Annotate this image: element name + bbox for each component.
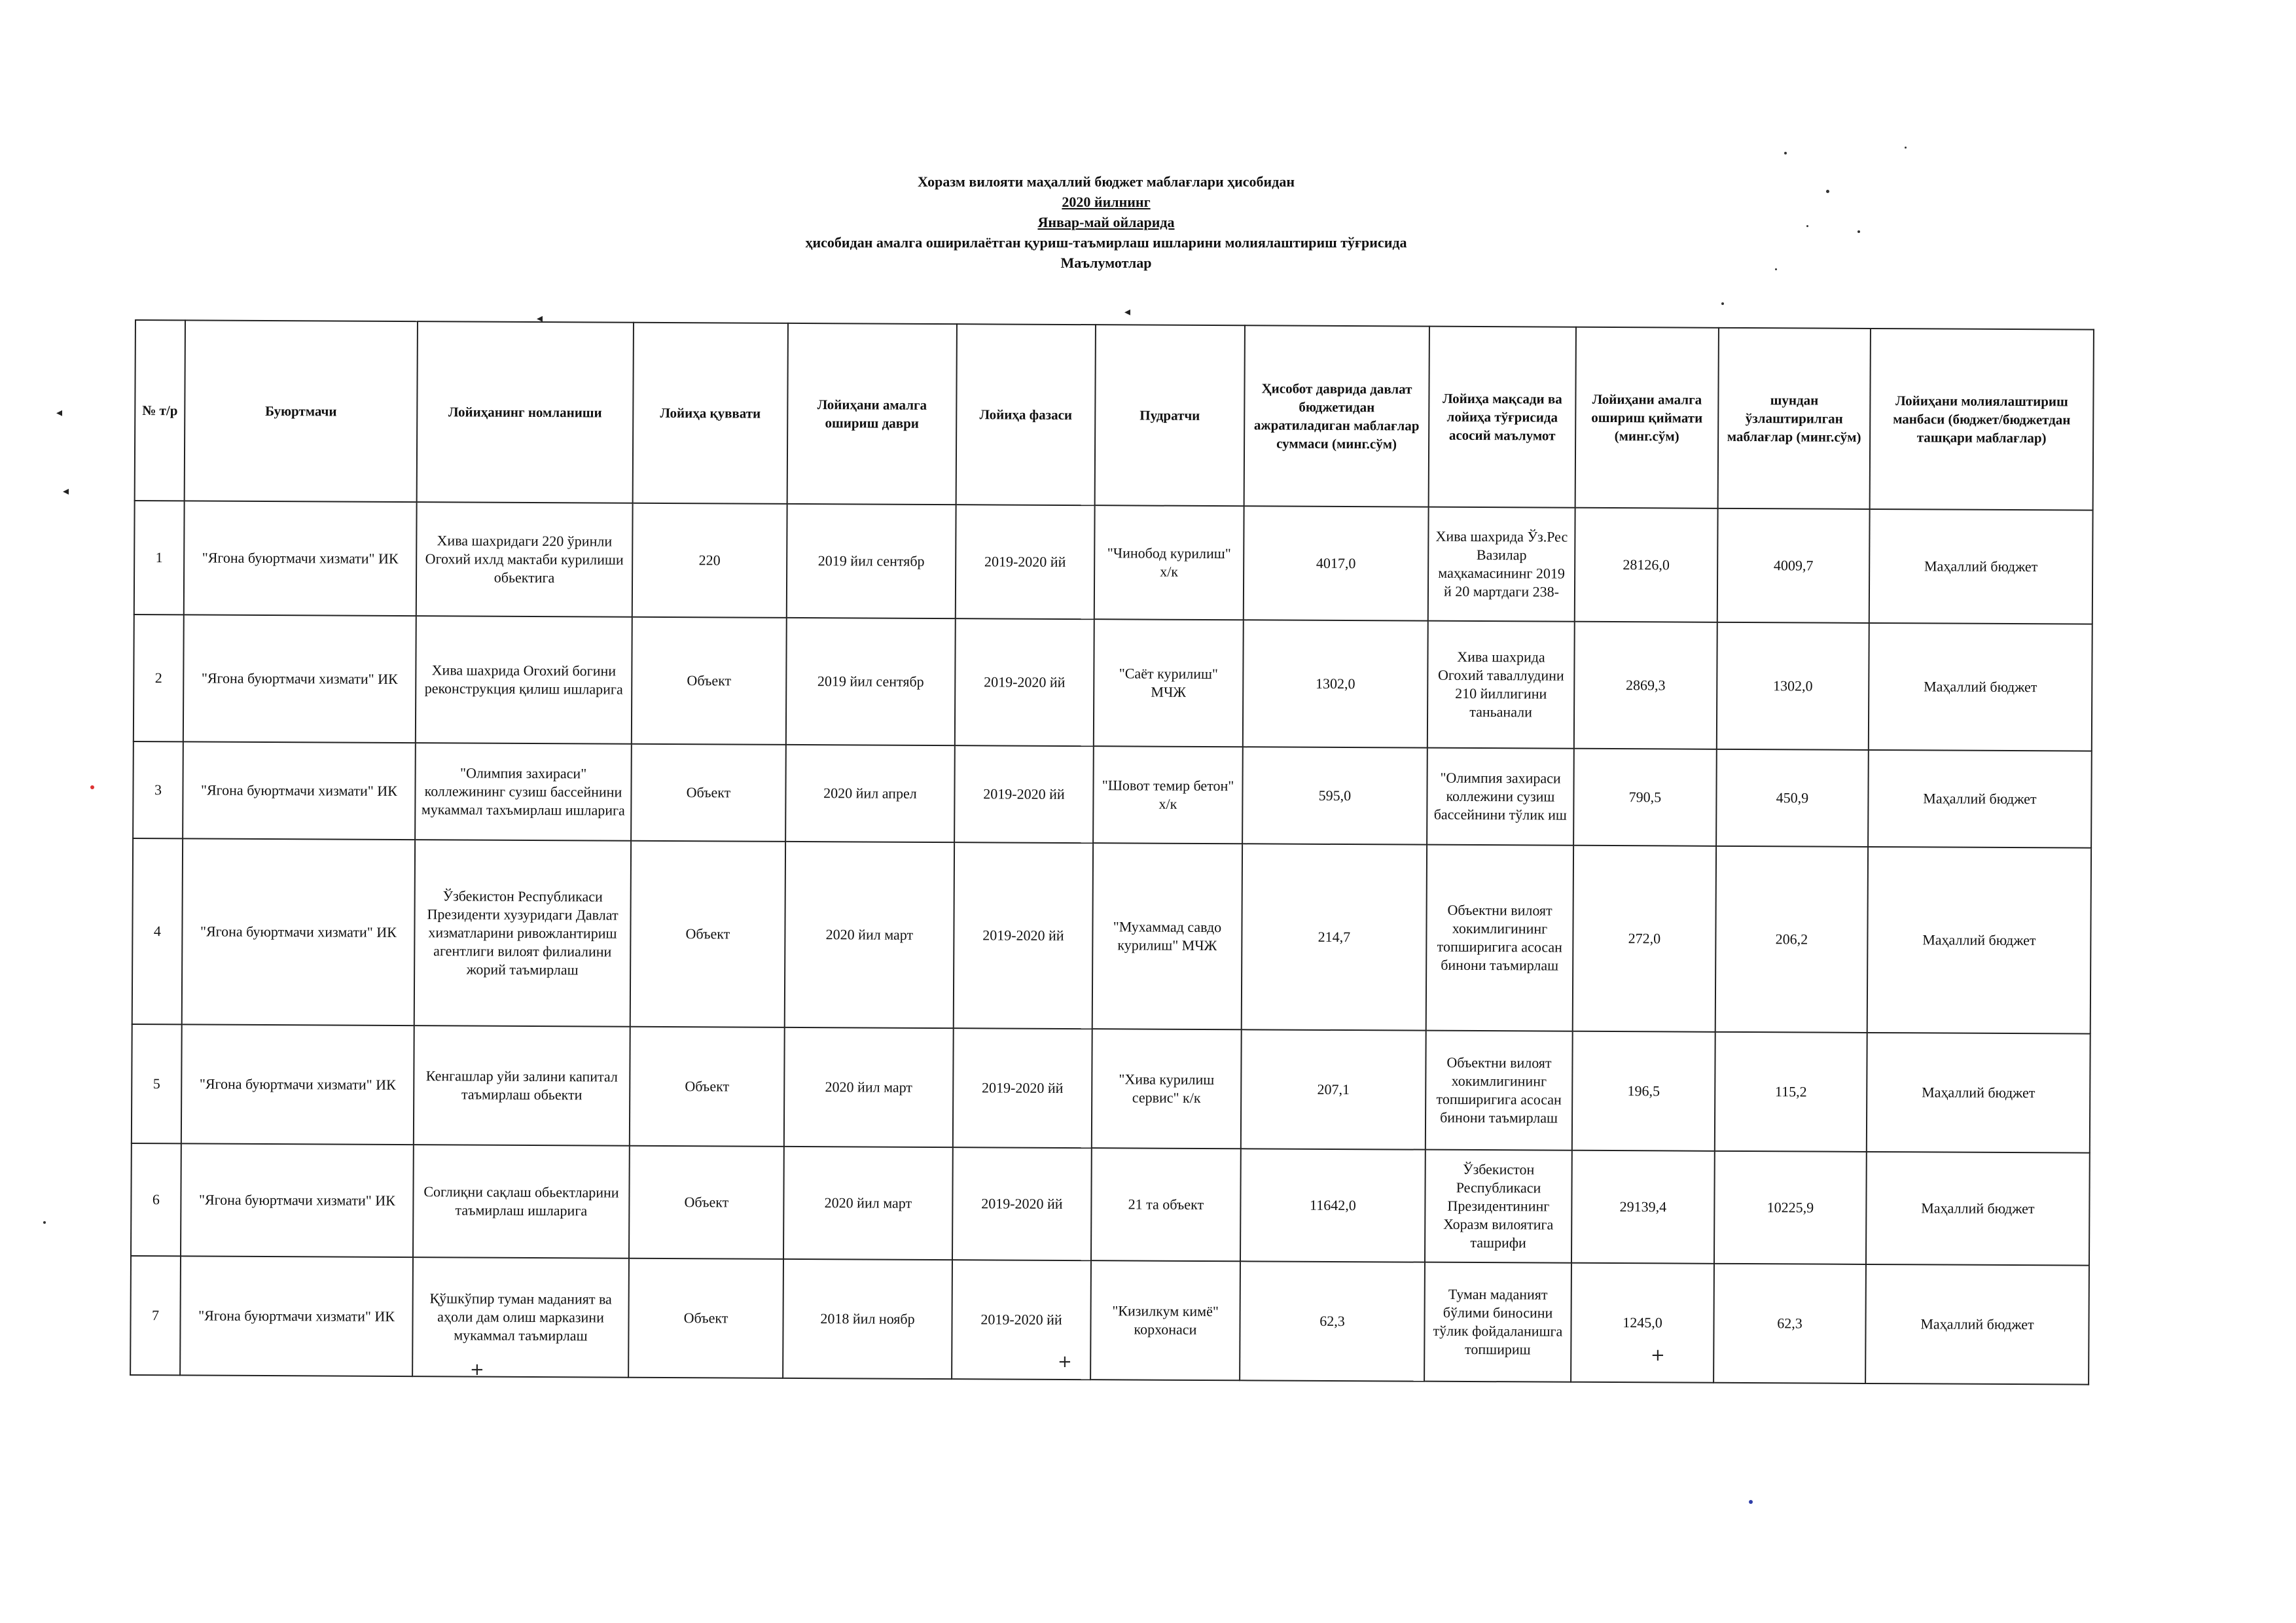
- scan-speck: [1784, 152, 1787, 154]
- table-row: [131, 1143, 2090, 1266]
- financing-table: [130, 319, 2094, 1385]
- cell-purpose-text: Объектни вилоят хокимлигининг топширигига асосан бинони таъмирлаш: [1437, 901, 1563, 974]
- cell-cost: 2869,3: [1574, 622, 1717, 749]
- scan-speck: [90, 785, 94, 789]
- cell-project: Ўзбекистон Республикаси Президенти хузуридаги Давлат хизматларини ривожлантириш агентлиги вилоят филиалини жорий таъмирлаш: [414, 840, 631, 1027]
- cell-phase: 2019-2020 йй: [952, 1260, 1091, 1380]
- cell-project: Хива шахрида Огохий богини реконструкция қилиш ишларига: [416, 616, 632, 744]
- col-header: Пудратчи: [1095, 325, 1245, 506]
- financing-table-wrapper: [130, 319, 2093, 1384]
- cell-spent: 1302,0: [1717, 622, 1869, 750]
- cell-customer: "Ягона буюртмачи хизмати" ИК: [181, 1024, 414, 1145]
- scan-cross-mark: +: [1651, 1346, 1665, 1365]
- cell-period: 2019 йил сентябр: [786, 618, 956, 745]
- cell-project: Қўшкўпир туман маданият ва аҳоли дам олиш марказини мукаммал таъмирлаш: [412, 1257, 629, 1378]
- cell-spent: 206,2: [1715, 846, 1868, 1033]
- cell-phase: 2019-2020 йй: [954, 745, 1094, 843]
- cell-customer: "Ягона буюртмачи хизмати" ИК: [183, 741, 416, 840]
- scan-speck: [1721, 302, 1724, 305]
- col-header: Лойиҳа фазаси: [956, 324, 1096, 505]
- cell-customer: "Ягона буюртмачи хизмати" ИК: [181, 1143, 414, 1257]
- cell-num: 6: [131, 1143, 181, 1256]
- cell-cost: 196,5: [1572, 1031, 1715, 1151]
- cell-period: 2020 йил март: [783, 1147, 953, 1260]
- header-line-5: Маълумотлар: [1060, 255, 1152, 271]
- cell-source: Маҳаллий бюджет: [1867, 847, 2091, 1034]
- cell-spent: 10225,9: [1714, 1151, 1867, 1264]
- header-line-4: ҳисобидан амалга оширилаётган қуриш-таъмирлаш ишларини молиялаштириш тўғрисида: [805, 234, 1407, 251]
- cell-contractor: "Чинобод курилиш" х/к: [1094, 505, 1244, 620]
- table-row: [134, 615, 2092, 751]
- cell-cost: 272,0: [1573, 846, 1716, 1032]
- cell-spent: 450,9: [1716, 749, 1869, 847]
- cell-phase: 2019-2020 йй: [954, 842, 1093, 1029]
- cell-purpose: [1427, 748, 1574, 846]
- cell-period: 2018 йил ноябр: [783, 1259, 952, 1379]
- cell-capacity: 220: [632, 503, 787, 618]
- table-row: [132, 838, 2091, 1034]
- cell-customer: "Ягона буюртмачи хизмати" ИК: [183, 615, 416, 743]
- cell-allocated: 11642,0: [1240, 1149, 1426, 1262]
- cell-purpose-text: Хива шахрида Огохий таваллудини 210 йиллигини таньанали: [1437, 648, 1564, 721]
- cell-cost: 790,5: [1573, 749, 1717, 846]
- scan-arrow-mark: ◂: [537, 312, 543, 325]
- cell-contractor: "Саёт курилиш" МЧЖ: [1094, 619, 1244, 747]
- cell-customer: "Ягона буюртмачи хизмати" ИК: [184, 501, 417, 616]
- cell-period: 2019 йил сентябр: [787, 504, 956, 618]
- cell-contractor: "Мухаммад савдо курилиш" МЧЖ: [1092, 843, 1242, 1029]
- col-header: Лойиҳани амалга ошириш даври: [787, 323, 957, 505]
- scan-speck: [1857, 230, 1860, 233]
- cell-period: 2020 йил март: [784, 1027, 954, 1147]
- cell-period: 2020 йил март: [785, 842, 954, 1028]
- cell-allocated: 595,0: [1242, 747, 1427, 844]
- cell-allocated: 214,7: [1242, 844, 1427, 1030]
- cell-source: Маҳаллий бюджет: [1869, 509, 2093, 624]
- cell-purpose-text: Объектни вилоят хокимлигининг топширигига асосан бинони таъмирлаш: [1436, 1054, 1562, 1126]
- cell-source: Маҳаллий бюджет: [1866, 1152, 2090, 1266]
- cell-capacity: Объект: [629, 1146, 784, 1259]
- cell-capacity: Объект: [631, 744, 786, 842]
- cell-purpose: [1427, 621, 1575, 749]
- scan-cross-mark: +: [470, 1360, 484, 1380]
- cell-contractor: 21 та объект: [1091, 1148, 1241, 1261]
- col-header: Лойиҳанинг номланиши: [417, 321, 634, 503]
- cell-capacity: Объект: [630, 841, 785, 1027]
- cell-customer: "Ягона буюртмачи хизмати" ИК: [180, 1256, 413, 1376]
- document-header: [0, 171, 2212, 273]
- cell-period: 2020 йил апрел: [785, 745, 955, 842]
- cell-capacity: Объект: [632, 617, 787, 745]
- cell-cost: 28126,0: [1575, 508, 1718, 622]
- cell-purpose: [1426, 1031, 1573, 1150]
- cell-num: 5: [132, 1024, 182, 1143]
- cell-project: Кенгашлар уйи залини капитал таъмирлаш обьекти: [414, 1026, 630, 1146]
- cell-num: 7: [130, 1256, 181, 1375]
- cell-cost: 1245,0: [1571, 1263, 1714, 1383]
- scan-cross-mark: +: [1058, 1352, 1072, 1372]
- cell-source: Маҳаллий бюджет: [1865, 1264, 2089, 1385]
- cell-capacity: Объект: [630, 1027, 785, 1147]
- header-line-2: 2020 йилнинг: [1062, 194, 1151, 210]
- cell-phase: 2019-2020 йй: [953, 1028, 1092, 1148]
- cell-project: Хива шахридаги 220 ўринли Огохий ихлд мактаби курилиши обьектига: [416, 502, 633, 617]
- cell-spent: 4009,7: [1717, 508, 1870, 623]
- cell-allocated: 4017,0: [1244, 506, 1429, 620]
- table-row: [132, 1024, 2090, 1153]
- col-header: шундан ўзлаштирилган маблағлар (минг.сўм): [1718, 328, 1871, 509]
- scan-speck: [1905, 147, 1907, 149]
- cell-purpose-text: Хива шахрида Ўз.Рес Вазилар маҳкамасининг 2019 й 20 мартдаги 238-: [1435, 527, 1568, 600]
- cell-project: Соглиқни сақлаш обьектларини таъмирлаш ишларига: [413, 1145, 630, 1258]
- scan-speck: [1806, 225, 1808, 227]
- cell-capacity: Объект: [628, 1258, 783, 1378]
- cell-contractor: "Шовот темир бетон" х/к: [1093, 746, 1243, 844]
- col-header: Лойиҳани амалга ошириш қиймати (минг.сўм): [1575, 327, 1719, 508]
- scan-arrow-mark: ◂: [56, 406, 63, 419]
- col-header: Лойиҳани молиялаштириш манбаси (бюджет/бюджетдан ташқари маблағлар): [1870, 329, 2094, 510]
- cell-purpose: [1424, 1262, 1571, 1382]
- header-line-1: Хоразм вилояти маҳаллий бюджет маблағлари ҳисобидан: [917, 173, 1295, 190]
- cell-purpose: [1425, 1150, 1572, 1263]
- cell-purpose: [1428, 507, 1575, 622]
- cell-source: Маҳаллий бюджет: [1869, 623, 2092, 751]
- scan-speck: [1775, 268, 1777, 270]
- cell-source: Маҳаллий бюджет: [1868, 750, 2092, 848]
- col-header: Буюртмачи: [185, 320, 418, 502]
- scan-arrow-mark: ◂: [1124, 305, 1131, 319]
- cell-contractor: "Кизилкум кимё" корхонаси: [1090, 1260, 1240, 1380]
- scan-arrow-mark: ◂: [63, 484, 69, 498]
- cell-num: 1: [134, 501, 185, 615]
- cell-purpose-text: Туман маданият бўлими биносини тўлик фойдаланишга топшириш: [1433, 1285, 1563, 1358]
- table-row: [130, 1256, 2089, 1385]
- cell-purpose: [1426, 845, 1573, 1031]
- table-header-row: [135, 320, 2094, 510]
- cell-allocated: 62,3: [1240, 1261, 1425, 1381]
- cell-purpose-text: "Олимпия захираси коллежини сузиш бассейнини тўлик иш: [1433, 769, 1567, 823]
- cell-num: 3: [133, 741, 183, 838]
- scan-speck: [43, 1221, 46, 1224]
- col-header: Лойиҳа мақсади ва лойиҳа тўғрисида асосий маълумот: [1429, 327, 1576, 508]
- table-row: [133, 741, 2092, 848]
- cell-num: 2: [134, 615, 184, 741]
- col-header: № т/р: [135, 320, 185, 501]
- cell-allocated: 207,1: [1241, 1029, 1426, 1149]
- cell-num: 4: [132, 838, 183, 1024]
- col-header: Ҳисобот даврида давлат бюджетидан ажратиладиган маблағлар суммаси (минг.сўм): [1244, 325, 1429, 507]
- col-header: Лойиҳа қуввати: [633, 323, 788, 504]
- cell-spent: 62,3: [1713, 1264, 1866, 1383]
- cell-phase: 2019-2020 йй: [956, 505, 1095, 619]
- cell-allocated: 1302,0: [1243, 620, 1428, 747]
- cell-phase: 2019-2020 йй: [955, 618, 1094, 746]
- cell-spent: 115,2: [1715, 1032, 1867, 1152]
- scan-speck: [1749, 1500, 1753, 1504]
- table-row: [134, 501, 2093, 624]
- cell-purpose-text: Ўзбекистон Республикаси Президентининг Хоразм вилоятига ташрифи: [1443, 1160, 1554, 1251]
- cell-contractor: "Хива курилиш сервис" к/к: [1092, 1029, 1242, 1149]
- scan-speck: [1826, 190, 1829, 193]
- cell-phase: 2019-2020 йй: [952, 1147, 1092, 1260]
- cell-customer: "Ягона буюртмачи хизмати" ИК: [182, 838, 415, 1026]
- cell-source: Маҳаллий бюджет: [1867, 1033, 2090, 1153]
- cell-cost: 29139,4: [1571, 1150, 1715, 1264]
- cell-project: "Олимпия захираси" коллежининг сузиш бассейнини мукаммал тахъмирлаш ишларига: [415, 743, 632, 841]
- header-line-3: Январ-май ойларида: [1037, 214, 1175, 230]
